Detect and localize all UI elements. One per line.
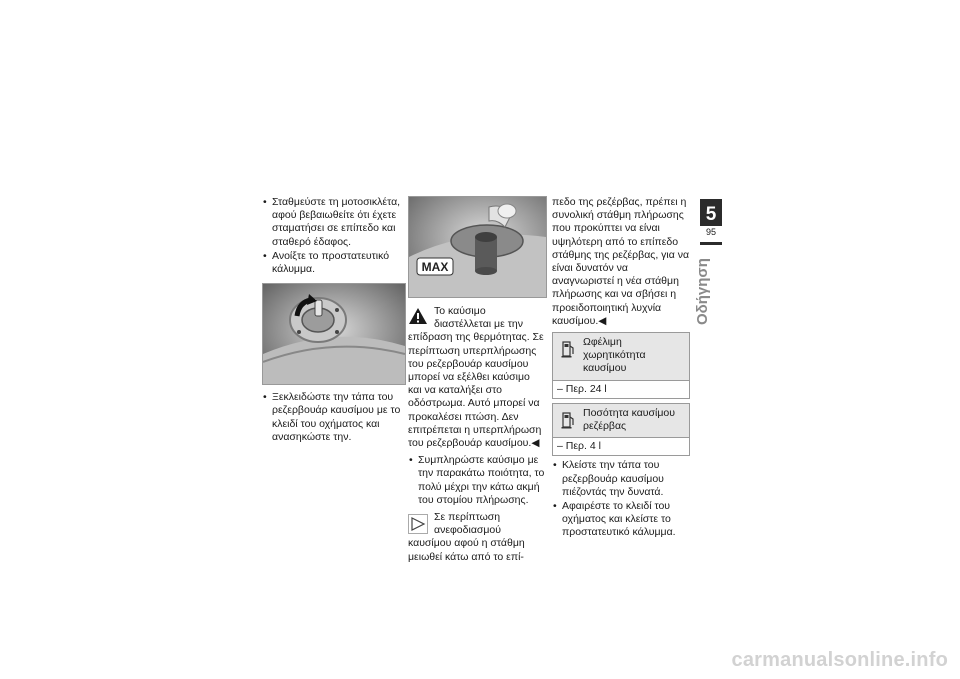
bullet-list-bottom [262,391,407,444]
column-3 [552,196,690,541]
list-item: • Σταθμεύστε τη μοτοσικλέτα, αφού βεβαιωθείτε ότι έχετε σταματήσει σε επίπεδο και σταθερό έδαφος. [262,196,407,249]
column-2 [408,196,545,564]
fuel-pump-icon [561,409,575,429]
bullet-list-top [262,196,407,276]
chapter-number: 5 [705,204,717,225]
spec-box-reserve [552,403,690,457]
spec-header [553,333,689,380]
spec-header [553,404,689,437]
max-label: MAX [421,260,449,274]
note-triangle-icon [408,514,428,534]
list-item: • Ξεκλειδώστε την τάπα του ρεζερβουάρ καυσίμου με το κλειδί του οχήματος και ανασηκώστε την. [262,391,407,444]
list-item: • Αφαιρέστε το κλειδί του οχήματος και κλείστε το προστατευτικό κάλυμμα. [552,500,690,540]
note-block [408,511,545,564]
fuel-pump-icon [561,338,575,358]
page-number: 95 [705,227,716,237]
spec-value: – Περ. 4 l [553,437,689,455]
note-text: Σε περίπτωση ανεφοδιασμού καυσίμου αφού η στάθμη μειωθεί κάτω από το επί- [408,511,525,563]
bullet-list [408,454,545,507]
warning-text: Το καύσιμο διαστέλλεται με την επίδραση της θερμότητας. Σε περίπτωση υπερπλήρωσης του ρεζερβουάρ καυσίμου μπορεί να εξέλθει καύσιμο και να καταλήξει στο οδόστρωμα. Αυτό μπορεί να προκαλέσει πτώση. Δεν επιτρέπεται η υπερπλήρωση του ρεζερβουάρ καυσίμου.◀ [408,305,544,450]
spec-title: Ωφέλιμη χωρητικότητα καυσίμου [583,336,646,375]
bullet-list [552,459,690,539]
column-1 [262,196,407,445]
watermark: carmanualsonline.info [731,649,948,671]
warning-block [408,305,545,450]
list-item: • Συμπληρώστε καύσιμο με την παρακάτω ποιότητα, το πολύ μέχρι την κάτω ακμή του στομίου πλήρωσης. [408,454,545,507]
filler-neck-photo [408,196,547,298]
list-item: • Ανοίξτε το προστατευτικό κάλυμμα. [262,250,407,276]
fuel-cap-illustration [263,284,405,384]
warning-triangle-icon [408,307,428,325]
fuel-cap-photo [262,283,406,385]
continued-text: πεδο της ρεζέρβας, πρέπει η συνολική στάθμη πλήρωσης που προκύπτει να είναι υψηλότερη από το επίπεδο στάθμης της ρεζέρβας, για να είναι δυνατόν να αναγνωριστεί η νέα στάθμη πλήρωσης και να σβήσει η προειδοποιητική λυχνία καυσίμου.◀ [552,196,690,327]
list-item: • Κλείστε την τάπα του ρεζερβουάρ καυσίμου πιέζοντάς την δυνατά. [552,459,690,499]
section-label: Οδήγηση [694,258,711,325]
spec-box-capacity [552,332,690,399]
spec-value: – Περ. 24 l [553,380,689,398]
filler-neck-illustration [409,197,546,297]
spec-title: Ποσότητα καυσίμου ρεζέρβας [583,406,675,433]
